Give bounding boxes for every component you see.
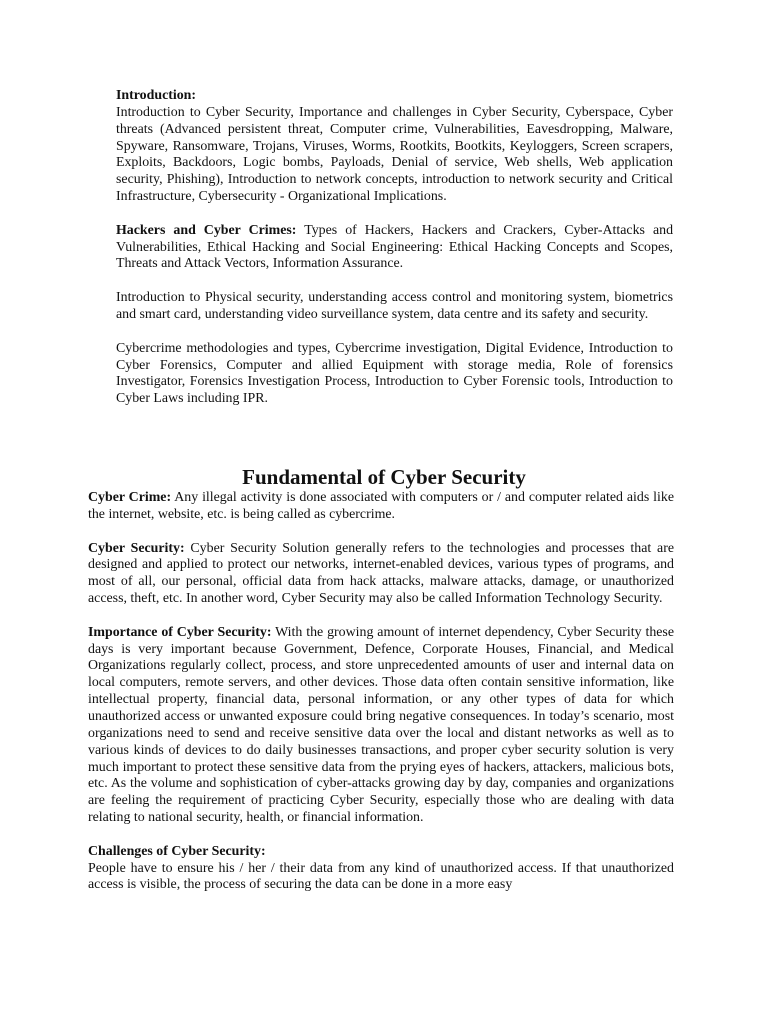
cyber-crime-paragraph [88,490,674,524]
challenges-paragraph [88,844,674,895]
cyber-crime-text: Any illegal activity is done associated with computers or / and computer related aids like the internet, website, etc. is being called as cybercrime. [88,490,674,522]
challenges-text: People have to ensure his / her / their data from any kind of unauthorized access. If that unauthorized access is visible, the process of securing the data can be done in a more easy [88,860,674,893]
physical-security-paragraph [116,290,673,324]
introduction-paragraph [116,88,673,206]
cyber-crime-heading: Cyber Crime: [88,490,172,505]
importance-text: With the growing amount of internet dependency, Cyber Security these days is very important because Government, Defence, Corporate Houses, Financial, and Medical Organizations regularly collect, process, and store unprecedented amounts of user and internal data on local computers, remote servers, and other devices. Those data often contain sensitive information, like intellectual property, financial data, personal information, or any other types of data for which unauthorized access or unwanted exposure could bring negative consequences. In today’s scenario, most organizations need to send and receive sensitive data over the local and distant networks as well as to various kinds of devices to do daily businesses transactions, and proper cyber security solution is very much important to protect these sensitive data from the prying eyes of hackers, attackers, malicious bots, etc. As the volume and sophistication of cyber-attacks growing day by day, companies and organizations are feeling the requirement of practicing Cyber Security, especially those who are dealing with data relating to national security, health, or financial information. [88,624,674,826]
syllabus-section [116,88,673,408]
cyber-security-heading: Cyber Security: [88,540,185,556]
page-title: Fundamental of Cyber Security [242,465,526,489]
introduction-text: Introduction to Cyber Security, Importance and challenges in Cyber Security, Cyberspace, Cyber threats (Advanced persistent threat, Computer crime, Vulnerabilities, Eavesdropping, Malware, Spyware, Ransomware, Trojans, Viruses, Worms, Rootkits, Bootkits, Keyloggers, Screen scrapers, Exploits, Backdoors, Logic bombs, Payloads, Denial of service, Web shells, Web application security, Phishing), Introduction to network concepts, introduction to network security and Critical Infrastructure, Cybersecurity - Organizational Implications. [116,104,673,205]
cyber-security-text: Cyber Security Solution generally refers to the technologies and processes that are designed and applied to protect our networks, internet-enabled devices, various types of programs, and most of all, our personal, official data from hack attacks, malware attacks, damage, or unauthorized access, theft, etc. In another word, Cyber Security may also be called Information Technology Security. [88,540,674,607]
importance-heading: Importance of Cyber Security: [88,624,272,640]
cybercrime-paragraph [116,341,673,408]
challenges-heading: Challenges of Cyber Security: [88,843,266,859]
cybercrime-text: Cybercrime methodologies and types, Cybercrime investigation, Digital Evidence, Introduction to Cyber Forensics, Computer and allied Equipment with storage media, Role of forensics Investigator, Forensics Investigation Process, Introduction to Cyber Forensic tools, Introduction to Cyber Laws including IPR. [116,340,673,407]
cyber-security-paragraph [88,541,674,608]
hackers-text: Types of Hackers, Hackers and Crackers, Cyber-Attacks and Vulnerabilities, Ethical Hacking and Social Engineering: Ethical Hacking Concepts and Scopes, Threats and Attack Vectors, Information Assurance. [116,222,674,272]
physical-security-text: Introduction to Physical security, understanding access control and monitoring system, biometrics and smart card, understanding video surveillance system, data centre and its safety and security. [116,290,673,322]
hackers-heading: Hackers and Cyber Crimes: [116,222,297,238]
importance-paragraph [88,625,674,827]
introduction-heading: Introduction: [116,88,197,103]
hackers-paragraph [116,223,673,274]
fundamentals-section [88,490,674,894]
